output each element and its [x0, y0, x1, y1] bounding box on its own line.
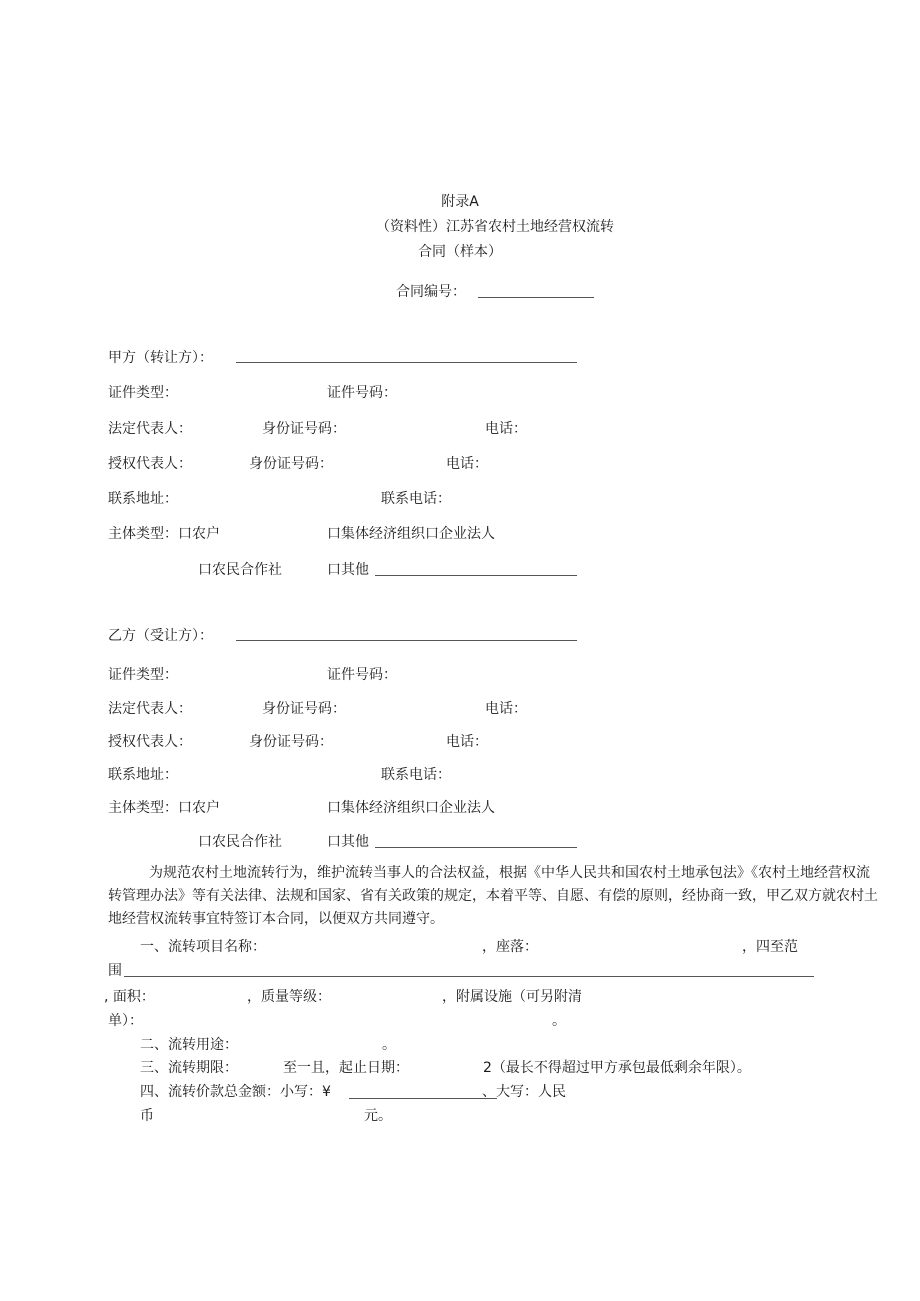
party-a-entity-type: 主体类型：口农户: [108, 526, 220, 542]
party-b-entity-collective: 口集体经济组织口企业法人: [327, 800, 495, 816]
item1-end: 。: [552, 1013, 566, 1029]
item4-currency: 币: [140, 1108, 154, 1124]
party-a-entity-other: 口其他: [327, 562, 369, 578]
item4-amount-blank: [349, 1098, 497, 1099]
item1-bounds: ，四至范: [742, 939, 798, 955]
contract-number-blank: [478, 297, 594, 298]
item1-bounds-cont: 围: [108, 963, 122, 979]
item4-amount: 四、流转价款总金额：小写：¥: [140, 1084, 331, 1100]
party-b-title: 乙方（受让方）：: [108, 628, 213, 644]
item1-area: , 面积：: [104, 989, 155, 1005]
item1-project-name: 一、流转项目名称：: [140, 939, 266, 955]
document-title-line2: 合同（样本）: [418, 244, 502, 260]
party-a-entity-collective: 口集体经济组织口企业法人: [327, 526, 495, 542]
appendix-label: 附录A: [441, 194, 479, 210]
party-a-id-number: 证件号码：: [327, 385, 397, 401]
item4-yuan: 元。: [364, 1108, 392, 1124]
party-b-id-type: 证件类型：: [108, 667, 178, 683]
item1-facilities: ，附属设施（可另附清: [442, 989, 582, 1005]
party-a-name-blank: [236, 362, 577, 363]
party-a-title: 甲方（转让方）：: [108, 350, 213, 366]
party-b-address: 联系地址：: [108, 767, 178, 783]
party-a-contact-phone: 联系电话：: [381, 491, 451, 507]
party-b-legal-rep: 法定代表人：: [108, 701, 192, 717]
party-b-entity-coop: 口农民合作社: [198, 834, 282, 850]
document-title-line1: （资料性）江苏省农村土地经营权流转: [376, 219, 614, 235]
party-b-auth-rep-phone: 电话：: [446, 734, 488, 750]
party-a-entity-coop: 口农民合作社: [198, 562, 282, 578]
item1-location: ，座落：: [482, 939, 538, 955]
item3-note: 2（最长不得超过甲方承包最低剩余年限）。: [483, 1060, 751, 1076]
party-a-other-blank: [375, 575, 577, 576]
party-a-legal-rep-phone: 电话：: [485, 421, 527, 437]
party-b-entity-other: 口其他: [327, 834, 369, 850]
party-b-contact-phone: 联系电话：: [381, 767, 451, 783]
party-b-name-blank: [236, 640, 577, 641]
item2-use: 二、流转用途：: [140, 1037, 238, 1053]
item2-end: 。: [382, 1037, 396, 1053]
party-b-auth-rep: 授权代表人：: [108, 734, 192, 750]
party-a-legal-rep-id: 身份证号码：: [262, 421, 346, 437]
party-a-auth-rep-phone: 电话：: [446, 456, 488, 472]
item1-bounds-blank: [124, 976, 814, 977]
item3-term: 三、流转期限：: [140, 1060, 238, 1076]
item1-quality: ，质量等级：: [247, 989, 331, 1005]
party-b-id-number: 证件号码：: [327, 667, 397, 683]
party-a-auth-rep: 授权代表人：: [108, 456, 192, 472]
party-b-auth-rep-id: 身份证号码：: [249, 734, 333, 750]
party-a-auth-rep-id: 身份证号码：: [249, 456, 333, 472]
party-a-id-type: 证件类型：: [108, 385, 178, 401]
contract-number-label: 合同编号：: [396, 284, 466, 300]
item1-list: 单）：: [108, 1013, 143, 1029]
party-b-legal-rep-id: 身份证号码：: [262, 701, 346, 717]
party-b-legal-rep-phone: 电话：: [485, 701, 527, 717]
party-a-address: 联系地址：: [108, 491, 178, 507]
party-b-other-blank: [375, 847, 577, 848]
item4-upper: 、大写：人民: [482, 1084, 566, 1100]
preamble-paragraph: 为规范农村土地流转行为，维护流转当事人的合法权益，根据《中华人民共和国农村土地承包法》《农村土地经营权流转管理办法》等有关法律、法规和国家、省有关政策的规定，本着平等、自愿、有偿的原则，经协商一致，甲乙双方就农村土地经营权流转事宜特签订本合同，以便双方共同遵守。: [108, 865, 878, 927]
party-a-legal-rep: 法定代表人：: [108, 421, 192, 437]
item3-until: 至一且，起止日期：: [283, 1060, 409, 1076]
party-b-entity-type: 主体类型：口农户: [108, 800, 220, 816]
